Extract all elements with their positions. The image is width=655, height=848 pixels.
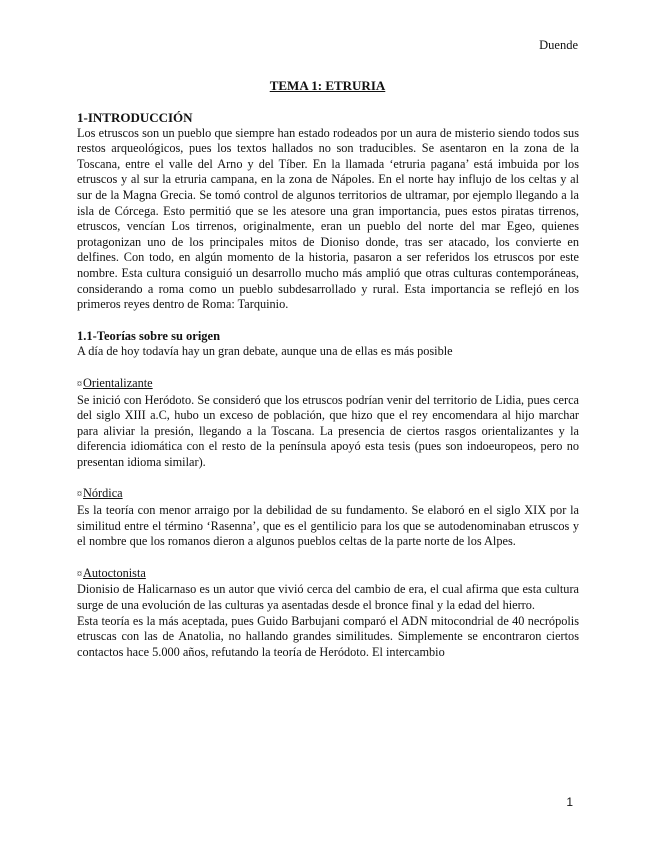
bullet-marker: ¤	[77, 489, 82, 501]
theory-label: Nórdica	[83, 486, 123, 501]
bullet-marker: ¤	[77, 568, 82, 580]
theory-paragraph: Dionisio de Halicarnaso es un autor que vivió cerca del cambio de era, el cual afirma que esta cultura surge de una evolución de las culturas ya asentadas desde el bronce final y la edad del hierro.	[77, 582, 579, 613]
page-number: 1	[566, 795, 573, 809]
theory-paragraph: Se inició con Heródoto. Se consideró que los etruscos podrían venir del territorio de Lidia, pues cerca del siglo XIII a.C, hubo un exceso de población, que hizo que el rey encomendara al hijo marchar para aliviar la presión, llegando a la Toscana. La presencia de ciertos rasgos orientalizantes y la diferencia idiomática con el resto de la península apoyó esta tesis (pues son indoeuropeos, pero no presentan idioma similar).	[77, 392, 579, 469]
theory-heading-orientalizante	[77, 376, 579, 393]
header-author: Duende	[539, 38, 578, 52]
theory-paragraph: Es la teoría con menor arraigo por la debilidad de su fundamento. Se elaboró en el siglo XIX por la similitud entre el término ‘Rasenna’, que es el gentilicio para los que se autodenominaban etruscos y el nombre que los romanos dieron a algunos pueblos celtas de la parte norte de los Alpes.	[77, 503, 579, 549]
document-body	[77, 110, 579, 660]
origin-intro-paragraph: A día de hoy todavía hay un gran debate, aunque una de ellas es más posible	[77, 344, 453, 359]
bullet-marker: ¤	[77, 378, 82, 390]
section-heading-origen: 1.1-Teorías sobre su origen	[77, 328, 221, 343]
theory-heading-autoctonista	[77, 566, 579, 583]
theory-label: Orientalizante	[83, 375, 153, 390]
intro-paragraph: Los etruscos son un pueblo que siempre han estado rodeados por un aura de misterio siendo todos sus restos arqueológicos, pues los textos hallados no son traducibles. Se asentaron en la zona de la Toscana, entre el valle del Arno y del Tíber. En la llamada ‘etruria pagana’ está imbuida por los etruscos y al sur la etruria campana, en la zona de Nápoles. En el norte hay influjo de los celtas y al sur de la Magna Grecia. Se tomó control de algunos territorios de ultramar, por ejemplo llegando a la isla de Córcega. Esto permitió que se les atesore una gran importancia, pues estos piratas tirrenos, etruscos, vencían Los tirrenos, originalmente, eran un pueblo del norte del mar Egeo, quienes protagonizan uno de los principales mitos de Dioniso donde, tras ser atacado, los convierte en delfines. Con todo, en algún momento de la historia, pasaron a ser referidos los etruscos por este nombre. Esta cultura consiguió un desarrollo mucho más amplió que otras culturas contemporáneas, considerando a roma como un pueblo subdesarrollado y rural. Esta importancia se reflejó en los primeros reyes dentro de Roma: Tarquinio.	[77, 125, 579, 312]
theory-label: Autoctonista	[83, 565, 146, 580]
theory-paragraph: Esta teoría es la más aceptada, pues Guido Barbujani comparó el ADN mitocondrial de 40 necrópolis etruscas con las de Anatolia, no hallando grandes similitudes. Simplemente se encontraron ciertos contactos hace 5.000 años, refutando la teoría de Heródoto. El intercambio	[77, 613, 579, 659]
page-title: TEMA 1: ETRURIA	[269, 78, 386, 93]
theory-heading-nordica	[77, 486, 579, 503]
section-heading-introduccion: 1-INTRODUCCIÓN	[77, 110, 193, 125]
